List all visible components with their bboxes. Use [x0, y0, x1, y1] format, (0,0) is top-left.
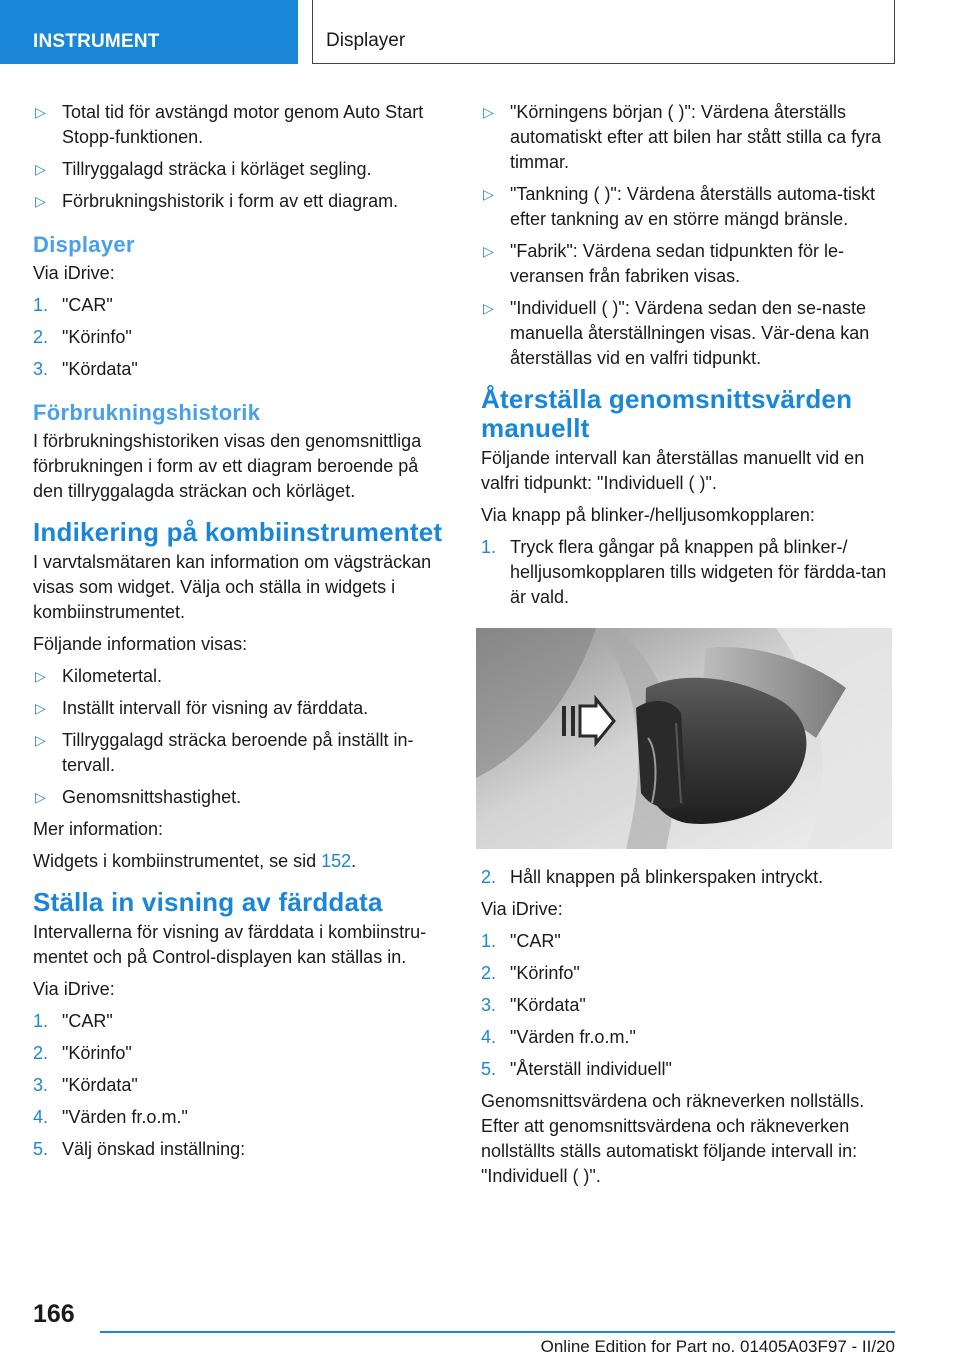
triangle-bullet-icon: ▷	[483, 300, 494, 316]
step-item: 4. "Värden fr.o.m."	[481, 1027, 636, 1047]
list-item: ▷ Inställt intervall för visning av färddata.	[33, 696, 453, 721]
triangle-bullet-icon: ▷	[35, 104, 46, 120]
step-item: 3. "Kördata"	[481, 995, 586, 1015]
triangle-bullet-icon: ▷	[35, 732, 46, 748]
via-idrive-label: Via iDrive:	[33, 979, 115, 999]
button-steps-part1	[481, 535, 901, 610]
step-item: 1. "CAR"	[481, 931, 561, 951]
section-tab	[0, 0, 298, 64]
displayer-steps	[33, 293, 453, 382]
right-column	[481, 100, 901, 1196]
heading-reset-averages: Återställa genomsnittsvärden manuellt	[481, 384, 853, 443]
settings-paragraph: Intervallerna för visning av färddata i kombiinstru-mentet och på Control-displayen kan ställas in.	[33, 922, 427, 967]
history-paragraph: I förbrukningshistoriken visas den genomsnittliga förbrukningen i form av ett diagram beroende på den tillryggalagda sträckan och körläget.	[33, 431, 422, 501]
via-button-label: Via knapp på blinker-/helljusomkopplaren:	[481, 505, 815, 525]
step-item: 1. "CAR"	[33, 1011, 113, 1031]
triangle-bullet-icon: ▷	[35, 700, 46, 716]
indication-bullet-list	[33, 664, 453, 810]
step-item: 3. "Kördata"	[33, 359, 138, 379]
triangle-bullet-icon: ▷	[35, 789, 46, 805]
chapter-title-box	[312, 0, 895, 64]
list-item: ▷ "Fabrik": Värdena sedan tidpunkten för le-veransen från fabriken visas.	[483, 241, 844, 286]
turn-signal-lever-illustration	[476, 628, 892, 849]
page-reference-link[interactable]: 152	[321, 851, 352, 871]
step-item: 4. "Värden fr.o.m."	[33, 1107, 188, 1127]
cross-reference: Widgets i kombiinstrumentet, se sid 152.	[33, 851, 357, 871]
list-item: ▷ Tillryggalagd sträcka i körläget segling.	[33, 157, 453, 182]
step-item: 1. "CAR"	[33, 295, 113, 315]
step-item: 1. Tryck flera gångar på knappen på blinker-/ helljusomkopplaren tills widgeten för färdda-tan är vald.	[481, 537, 887, 607]
info-shown-label: Följande information visas:	[33, 634, 248, 654]
step-item: 2. Håll knappen på blinkerspaken intryckt.	[481, 867, 824, 887]
via-idrive-label: Via iDrive:	[33, 263, 115, 283]
heading-instrument-indication: Indikering på kombiinstrumentet	[33, 517, 443, 547]
interval-options-list	[481, 100, 901, 371]
triangle-bullet-icon: ▷	[35, 668, 46, 684]
section-label: INSTRUMENT	[33, 31, 160, 52]
settings-steps	[33, 1009, 453, 1162]
list-item: ▷ "Körningens början ( )": Värdena återställs automatiskt efter att bilen har stått stilla ca fyra timmar.	[483, 102, 882, 172]
list-item: ▷ Genomsnittshastighet.	[33, 785, 453, 810]
triangle-bullet-icon: ▷	[35, 193, 46, 209]
step-item: 2. "Körinfo"	[33, 1043, 132, 1063]
step-item: 2. "Körinfo"	[33, 327, 132, 347]
step-item: 2. "Körinfo"	[481, 963, 580, 983]
list-item: ▷ Total tid för avstängd motor genom Auto Start Stopp-funktionen.	[35, 102, 424, 147]
triangle-bullet-icon: ▷	[35, 161, 46, 177]
triangle-bullet-icon: ▷	[483, 104, 494, 120]
footer-divider	[100, 1331, 895, 1333]
step-item: 5. Välj önskad inställning:	[33, 1139, 246, 1159]
heading-displayer: Displayer	[33, 232, 135, 257]
chapter-title: Displayer	[326, 30, 406, 51]
list-item: ▷ Tillryggalagd sträcka beroende på inställt in-tervall.	[35, 730, 414, 775]
reset-outro-paragraph: Genomsnittsvärdena och räkneverken nollställs. Efter att genomsnittsvärdena och räkneverken nollställts ställs automatiskt följande intervall in: "Individuell ( )".	[481, 1091, 865, 1186]
page-number: 166	[33, 1300, 75, 1328]
left-column	[33, 100, 453, 1169]
edition-note: Online Edition for Part no. 01405A03F97 - II/20	[540, 1337, 895, 1356]
list-item: ▷ Kilometertal.	[33, 664, 453, 689]
triangle-bullet-icon: ▷	[483, 243, 494, 259]
heading-trip-data-settings: Ställa in visning av färddata	[33, 887, 383, 917]
step-item: 3. "Kördata"	[33, 1075, 138, 1095]
list-item: ▷ "Tankning ( )": Värdena återställs automa-tiskt efter tankning av en större mängd bränsle.	[483, 184, 875, 229]
triangle-bullet-icon: ▷	[483, 186, 494, 202]
reset-paragraph: Följande intervall kan återställas manuellt vid en valfri tidpunkt: "Individuell ( )".	[481, 448, 865, 493]
button-steps-part2	[481, 865, 901, 890]
indication-paragraph: I varvtalsmätaren kan information om vägsträckan visas som widget. Välja och ställa in widgets i kombiinstrumentet.	[33, 552, 432, 622]
intro-bullet-list	[33, 100, 453, 214]
reset-idrive-steps	[481, 929, 901, 1082]
step-item: 5. "Återställ individuell"	[481, 1059, 672, 1079]
heading-consumption-history: Förbrukningshistorik	[33, 400, 261, 425]
more-info-label: Mer information:	[33, 819, 164, 839]
list-item: ▷ Förbrukningshistorik i form av ett diagram.	[33, 189, 453, 214]
list-item: ▷ "Individuell ( )": Värdena sedan den se-naste manuella återställningen visas. Vär-dena kan återställas vid en valfri tidpunkt.	[483, 298, 870, 368]
via-idrive-label: Via iDrive:	[481, 899, 563, 919]
